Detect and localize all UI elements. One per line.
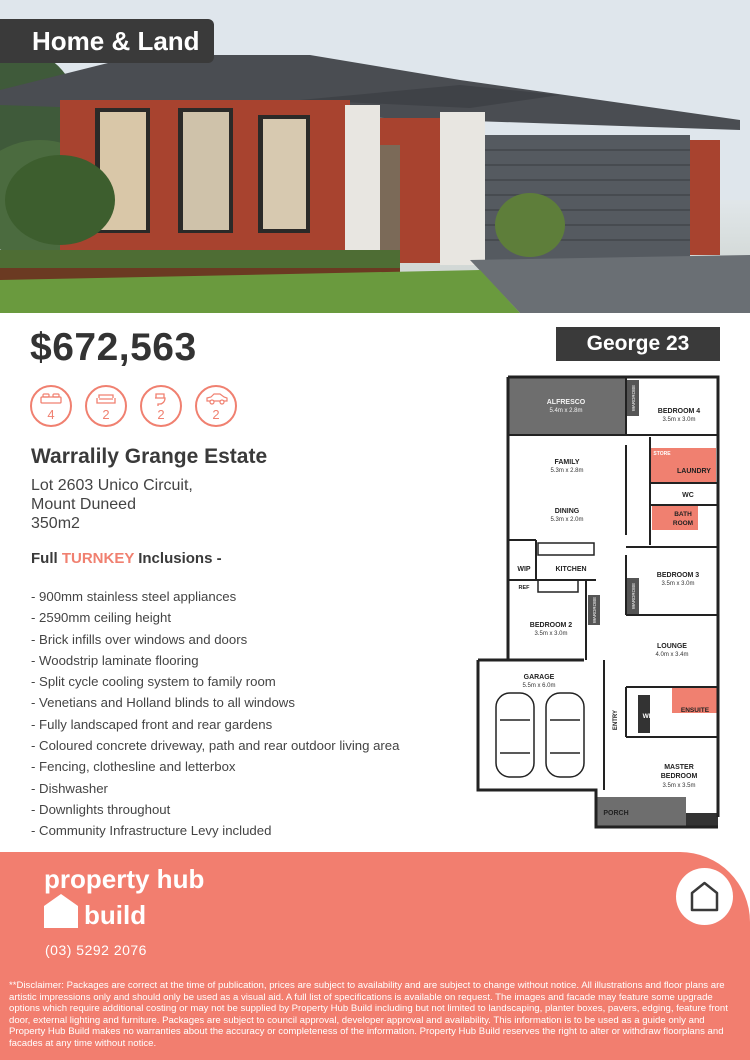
bathrooms-count: 2 xyxy=(157,407,165,422)
list-item: - Community Infrastructure Levy included xyxy=(31,823,272,839)
room-label: ROOM xyxy=(672,520,694,527)
brand-name-line-1: property hub xyxy=(44,864,205,894)
wc-label: WC xyxy=(682,492,694,499)
plan-name-badge: George 23 xyxy=(556,327,720,361)
ensuite-label: ENSUITE xyxy=(680,707,710,714)
home-icon xyxy=(690,881,719,912)
inclusions-title-prefix: Full xyxy=(31,550,62,567)
dining-size: 5.3m x 2.0m xyxy=(550,517,584,523)
bedroom3-label: BEDROOM 3 xyxy=(656,572,700,579)
phone-number[interactable]: (03) 5292 2076 xyxy=(45,942,147,958)
estate-name: Warralily Grange Estate xyxy=(31,445,268,468)
inclusions-title-suffix: Inclusions - xyxy=(134,550,222,567)
list-item: - 2590mm ceiling height xyxy=(31,610,172,626)
garage-size: 5.5m x 6.0m xyxy=(522,683,556,689)
cars-count: 2 xyxy=(212,407,220,422)
listing-type-badge: Home & Land xyxy=(0,19,214,63)
lounge-size: 4.0m x 3.4m xyxy=(655,652,689,658)
inclusions-title-highlight: TURNKEY xyxy=(61,550,135,567)
list-item: - 900mm stainless steel appliances xyxy=(31,589,237,604)
bedroom4-size: 3.5m x 3.0m xyxy=(662,417,696,423)
bed-icon xyxy=(40,393,62,405)
home-button[interactable] xyxy=(676,868,733,925)
land-size: 350m2 xyxy=(31,515,80,532)
address-line-1: Lot 2603 Unico Circuit, xyxy=(31,477,193,494)
brand-house-icon xyxy=(44,892,78,930)
wardrobe-label: WARDROBE xyxy=(631,384,636,412)
bedroom4-label: BEDROOM 4 xyxy=(657,408,701,415)
wardrobe-label: WARDROBE xyxy=(592,596,597,624)
living-feature xyxy=(85,385,127,427)
list-item: - Brick infills over windows and doors xyxy=(31,631,248,647)
address-block xyxy=(31,476,271,533)
list-item: - Downlights throughout xyxy=(31,801,171,817)
bath-label: BATH xyxy=(674,511,692,518)
bathrooms-feature xyxy=(140,385,182,427)
feature-icons xyxy=(30,385,237,427)
family-size: 5.3m x 2.8m xyxy=(550,468,584,474)
alfresco-size: 5.4m x 2.8m xyxy=(549,408,583,414)
family-label: FAMILY xyxy=(554,459,580,466)
bedroom2-size: 3.5m x 3.0m xyxy=(534,631,568,637)
garage-label: GARAGE xyxy=(523,674,555,681)
wip-label: WIP xyxy=(517,566,531,573)
bedrooms-count: 4 xyxy=(47,407,55,422)
ref-label: REF xyxy=(518,585,530,591)
porch-label: PORCH xyxy=(603,810,629,817)
cars-feature xyxy=(195,385,237,427)
master-size: 3.5m x 3.5m xyxy=(662,783,696,789)
list-item: - Fully landscaped front and rear gardens xyxy=(31,716,273,732)
store-label: STORE xyxy=(653,451,671,457)
lounge-label: LOUNGE xyxy=(657,643,687,650)
kitchen-label: KITCHEN xyxy=(555,566,587,573)
inclusions-list xyxy=(31,586,399,842)
address-line-2: Mount Duneed xyxy=(31,496,136,513)
list-item: - Coloured concrete driveway, path and rear outdoor living area xyxy=(31,738,400,754)
entry-label: ENTRY xyxy=(613,709,619,731)
toilet-icon xyxy=(150,393,172,407)
car-icon xyxy=(205,393,229,405)
dining-label: DINING xyxy=(554,508,580,515)
list-item: - Dishwasher xyxy=(31,780,108,796)
list-item: - Woodstrip laminate flooring xyxy=(31,652,199,668)
brand-name-line-2: build xyxy=(84,900,147,930)
list-item: - Fencing, clothesline and letterbox xyxy=(31,759,236,775)
facade-image xyxy=(0,0,750,313)
bedrooms-feature xyxy=(30,385,72,427)
master-label-2: BEDROOM xyxy=(660,773,698,780)
master-label-1: MASTER xyxy=(664,764,694,771)
list-item: - Venetians and Holland blinds to all windows xyxy=(31,695,295,711)
bedroom3-size: 3.5m x 3.0m xyxy=(661,581,695,587)
sofa-icon xyxy=(95,393,117,405)
wir-label: WIR xyxy=(642,713,656,720)
price: $672,563 xyxy=(30,326,197,369)
disclaimer-text: **Disclaimer: Packages are correct at the time of publication, prices are subject to availability and are subject to change without notice. All illustrations and floor plans are artistic impressions only and should only be used as a visual aid. A full list of specifications is available on request. The images and facade may feature some upgrade options which require additional costing or may not be supplied by Property Hub Build including but not limited to landscaping, planter boxes, pavers, edging, feature front door, external lighting and furniture. Packages are subject to council approval, developer approval and availability. This information is to be used as a guide only and Property Hub Build makes no warranties about the accuracy or completeness of the information. Property Hub Build reserves the right to alter or withdraw floorplans and facades at any time without notice. xyxy=(9,980,728,1049)
living-count: 2 xyxy=(102,407,110,422)
floor-plan xyxy=(476,375,722,830)
inclusions-title xyxy=(31,550,222,567)
alfresco-label: ALFRESCO xyxy=(546,399,586,406)
laundry-label: LAUNDRY xyxy=(677,468,711,475)
list-item: - Split cycle cooling system to family room xyxy=(31,674,276,690)
bedroom2-label: BEDROOM 2 xyxy=(529,622,573,629)
wardrobe-label: WARDROBE xyxy=(631,582,636,610)
floor-plan-drawing xyxy=(476,375,722,830)
